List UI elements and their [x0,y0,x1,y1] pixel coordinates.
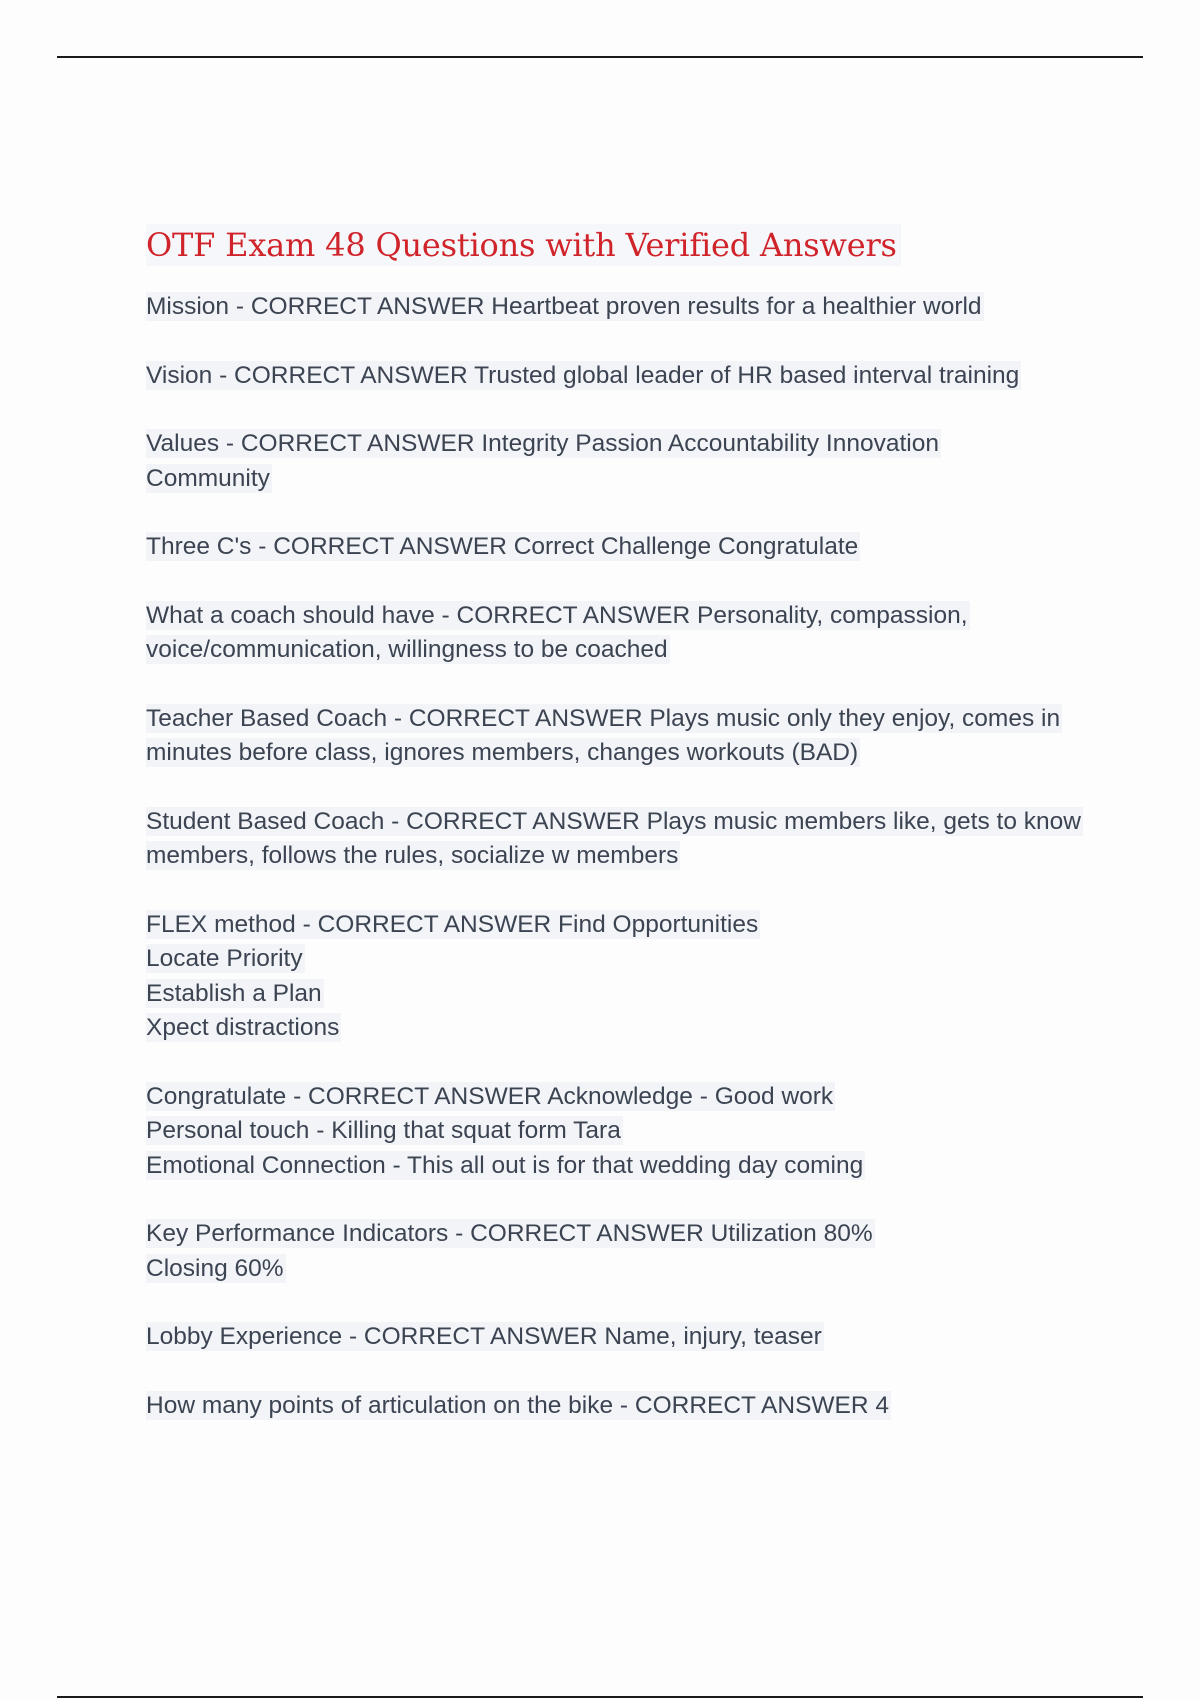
qa-entry-kpi [146,1217,1086,1286]
entry-line: Emotional Connection - This all out is for that wedding day coming [146,1151,864,1179]
entry-line: Three C's - CORRECT ANSWER Correct Challenge Congratulate [146,533,859,560]
entry-line: Key Performance Indicators - CORRECT ANSWER Utilization 80% [146,1220,873,1247]
qa-entry-coach-qualities [146,599,1086,668]
qa-entry-bike-articulation [146,1389,1086,1424]
document-body [146,220,1086,1457]
qa-entry-flex-method [146,908,1086,1046]
entry-line: Lobby Experience - CORRECT ANSWER Name, injury, teaser [146,1323,822,1350]
qa-entry-mission [146,290,1086,325]
entry-line: What a coach should have - CORRECT ANSWER Personality, compassion, [146,601,968,629]
footer-rule [57,1696,1143,1698]
entry-line: Community [146,464,270,492]
entry-line: Congratulate - CORRECT ANSWER Acknowledge - Good work [146,1082,834,1110]
qa-entry-lobby-experience [146,1320,1086,1355]
document-title: OTF Exam 48 Questions with Verified Answers [146,220,1086,270]
entry-line: Mission - CORRECT ANSWER Heartbeat proven results for a healthier world [146,293,982,320]
header-rule [57,56,1143,58]
qa-entry-teacher-based-coach [146,702,1086,771]
entry-line: Teacher Based Coach - CORRECT ANSWER Plays music only they enjoy, comes in [146,704,1061,732]
entry-line: Student Based Coach - CORRECT ANSWER Plays music members like, gets to know [146,807,1081,835]
qa-entry-congratulate [146,1080,1086,1184]
entry-line: voice/communication, willingness to be coached [146,636,668,663]
entry-line: FLEX method - CORRECT ANSWER Find Opportunities [146,910,759,938]
entry-line: Values - CORRECT ANSWER Integrity Passion Accountability Innovation [146,430,939,457]
qa-entry-student-based-coach [146,805,1086,874]
entry-line: How many points of articulation on the bike - CORRECT ANSWER 4 [146,1391,890,1419]
qa-entry-vision [146,359,1086,394]
entry-line: members, follows the rules, socialize w members [146,842,679,869]
qa-entry-three-cs [146,530,1086,565]
entry-line: Xpect distractions [146,1014,340,1041]
entry-line: Personal touch - Killing that squat form Tara [146,1117,621,1144]
entry-line: Closing 60% [146,1254,284,1282]
qa-entry-values [146,427,1086,496]
entry-line: Locate Priority [146,945,303,972]
entry-line: Vision - CORRECT ANSWER Trusted global leader of HR based interval training [146,361,1020,389]
entry-line: minutes before class, ignores members, changes workouts (BAD) [146,739,859,766]
entry-line: Establish a Plan [146,979,322,1007]
